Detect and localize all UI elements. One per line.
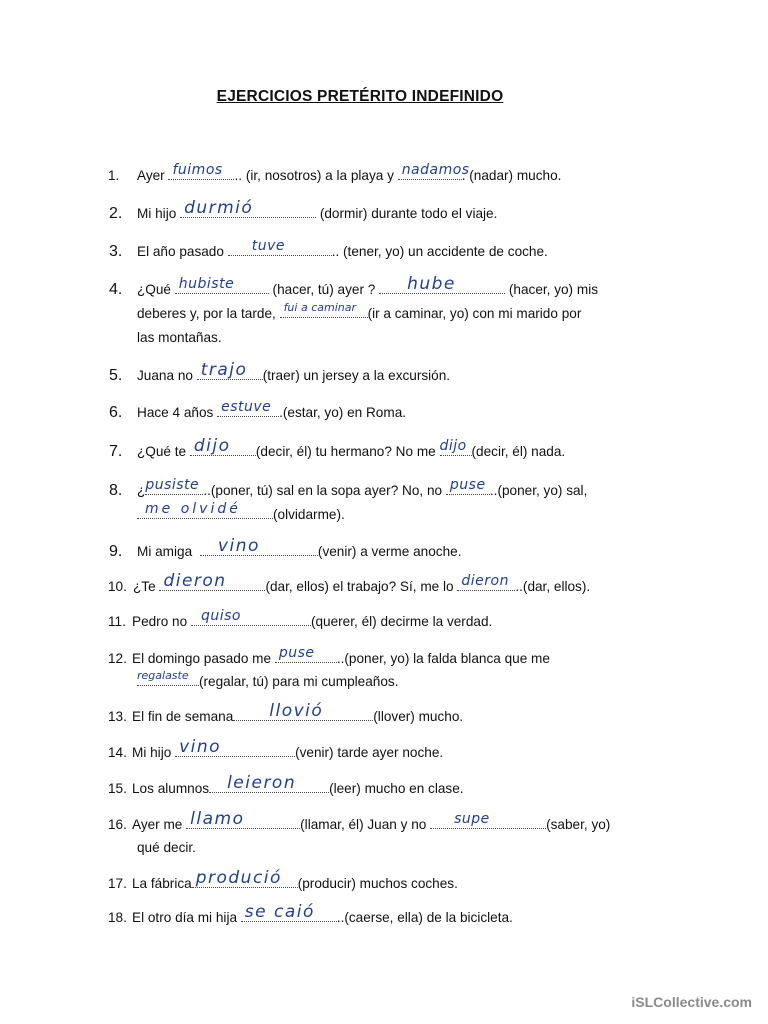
exercise-number: 4. (109, 281, 123, 298)
handwritten-answer: dijo (439, 438, 467, 454)
exercise-text: Hace 4 años (137, 405, 218, 420)
handwritten-answer: pusiste (145, 477, 200, 493)
exercise-number: 14. (108, 745, 127, 760)
exercise-text: (llover) mucho. (373, 709, 464, 724)
handwritten-answer: supe (454, 811, 490, 827)
exercise-text: El otro día mi hija (132, 910, 241, 925)
exercise-text: (hacer, tú) ayer ? (268, 282, 380, 297)
answer-blank[interactable] (186, 809, 300, 829)
answer-blank[interactable] (430, 811, 546, 829)
handwritten-answer: nadamos (401, 162, 470, 178)
handwritten-answer: dieron (461, 573, 509, 589)
exercise-text: (leer) mucho en clase. (329, 781, 464, 796)
watermark: iSLCollective.com (631, 994, 752, 1010)
exercise-text: ..(dar, ellos). (515, 579, 591, 594)
exercise-text: Mi hijo (132, 745, 176, 760)
answer-blank[interactable] (145, 477, 203, 495)
handwritten-answer: puse (449, 477, 486, 493)
exercise-text: Los alumnos (132, 781, 210, 796)
answer-blank[interactable] (439, 438, 472, 456)
exercise-text: La fábrica (132, 876, 192, 891)
handwritten-answer: dieron (163, 571, 227, 591)
exercise-text: ..(poner, yo) la falda blanca que me (336, 651, 550, 666)
handwritten-answer: tuve (251, 238, 285, 254)
exercise-text: Ayer me (132, 817, 187, 832)
exercise-text: ¿Te (133, 579, 160, 594)
exercise-text: Pedro no (132, 614, 191, 629)
exercise-text: (decir, él) tu hermano? No me (255, 444, 440, 459)
handwritten-answer: fuimos (172, 162, 223, 178)
exercise-text: (venir) tarde ayer noche. (295, 745, 444, 760)
handwritten-answer: hubiste (178, 276, 235, 292)
exercise-text: las montañas. (137, 330, 222, 345)
exercise-number: 16. (108, 817, 127, 832)
exercise-text: ..(caerse, ella) de la bicicleta. (336, 910, 513, 925)
answer-blank[interactable] (180, 198, 316, 218)
answer-blank[interactable] (241, 902, 337, 922)
exercise-text: (saber, yo) (546, 817, 611, 832)
answer-blank[interactable] (137, 671, 199, 686)
exercise-number: 17. (108, 876, 127, 891)
answer-blank[interactable] (446, 477, 490, 495)
page-title: EJERCICIOS PRETÉRITO INDEFINIDO (216, 88, 504, 105)
answer-blank[interactable] (137, 501, 273, 519)
answer-blank[interactable] (197, 360, 263, 380)
handwritten-answer: hube (407, 274, 456, 294)
handwritten-answer: puse (278, 645, 315, 661)
exercise-number: 11. (108, 614, 126, 629)
exercise-text: El domingo pasado me (132, 651, 275, 666)
handwritten-answer: vino (217, 536, 260, 556)
handwritten-answer: dijo (193, 436, 231, 456)
handwritten-answer: me olvidé (145, 501, 241, 517)
answer-blank[interactable] (280, 303, 368, 318)
exercise-text: El fin de semana (132, 709, 234, 724)
answer-blank[interactable] (192, 868, 298, 888)
handwritten-answer: durmió (184, 198, 254, 218)
exercise-text: (dar, ellos) el trabajo? Sí, me lo (265, 579, 458, 594)
exercise-text: (llamar, él) Juan y no (300, 817, 431, 832)
exercise-number: 7. (109, 443, 123, 460)
answer-blank[interactable] (209, 773, 329, 793)
answer-blank[interactable] (168, 162, 234, 180)
exercise-text: Ayer (137, 168, 169, 183)
answer-blank[interactable] (275, 645, 337, 663)
exercise-text: (regalar, tú) para mi cumpleaños. (199, 674, 399, 689)
exercise-text: ¿Qué te (137, 444, 190, 459)
exercise-text: (querer, él) decirme la verdad. (310, 614, 493, 629)
exercise-text: Juana no (137, 368, 197, 383)
exercise-number: 9. (109, 543, 123, 560)
answer-blank[interactable] (175, 737, 295, 757)
exercise-text: . (nadar) mucho. (461, 168, 562, 183)
exercise-text: El año pasado (137, 244, 228, 259)
exercise-text: ..(poner, yo) sal, (489, 483, 588, 498)
answer-blank[interactable] (217, 399, 279, 417)
exercise-number: 8. (109, 482, 123, 499)
exercise-text: ¿Qué (137, 282, 175, 297)
handwritten-answer: trajo (200, 360, 248, 380)
answer-blank[interactable] (191, 608, 311, 626)
answer-blank[interactable] (398, 162, 470, 180)
exercise-text: ¿ (137, 483, 146, 498)
answer-blank[interactable] (233, 701, 373, 721)
exercise-text: (venir) a verme anoche. (317, 544, 462, 559)
exercise-text: .. (ir, nosotros) a la playa y (234, 168, 398, 183)
exercise-number: 13. (108, 709, 127, 724)
exercise-text: (ir a caminar, yo) con mi marido por (367, 306, 582, 321)
answer-blank[interactable] (190, 436, 256, 456)
handwritten-answer: estuve (221, 399, 272, 415)
exercise-number: 18. (108, 910, 127, 925)
exercise-text: (olvidarme). (273, 507, 345, 522)
answer-blank[interactable] (379, 274, 505, 294)
handwritten-answer: fui a caminar (283, 301, 356, 314)
exercise-text: (traer) un jersey a la excursión. (262, 368, 451, 383)
exercise-number: 2. (109, 205, 123, 222)
answer-blank[interactable] (175, 276, 269, 294)
exercise-number: 6. (109, 404, 123, 421)
exercise-number: 1. (108, 168, 120, 183)
handwritten-answer: regalaste (137, 669, 189, 682)
exercise-text: (dormir) durante todo el viaje. (316, 206, 498, 221)
handwritten-answer: produció (195, 868, 282, 888)
exercise-text: .(estar, yo) en Roma. (279, 405, 407, 420)
exercise-text: qué decir. (137, 840, 196, 855)
handwritten-answer: quiso (200, 608, 241, 624)
exercise-number: 15. (108, 781, 127, 796)
exercise-number: 10. (108, 579, 127, 594)
exercise-text: (producir) muchos coches. (297, 876, 458, 891)
exercise-text: ..(poner, tú) sal en la sopa ayer? No, no (203, 483, 446, 498)
answer-blank[interactable] (200, 536, 318, 556)
answer-blank[interactable] (228, 238, 332, 256)
answer-blank[interactable] (159, 571, 265, 591)
exercise-text: (decir, él) nada. (471, 444, 566, 459)
handwritten-answer: llovió (269, 701, 324, 721)
handwritten-answer: se caió (244, 902, 315, 922)
handwritten-answer: vino (179, 737, 222, 757)
exercise-text: Mi hijo (137, 206, 181, 221)
exercise-number: 5. (109, 367, 123, 384)
exercise-number: 3. (109, 243, 123, 260)
exercise-text: Mi amiga (137, 544, 196, 559)
exercise-text: .. (tener, yo) un accidente de coche. (331, 244, 548, 259)
exercise-text: (hacer, yo) mis (505, 282, 599, 297)
exercise-text: deberes y, por la tarde, (137, 306, 280, 321)
exercise-number: 12. (108, 651, 127, 666)
answer-blank[interactable] (457, 573, 515, 591)
handwritten-answer: leieron (227, 773, 297, 793)
handwritten-answer: llamo (190, 809, 245, 829)
